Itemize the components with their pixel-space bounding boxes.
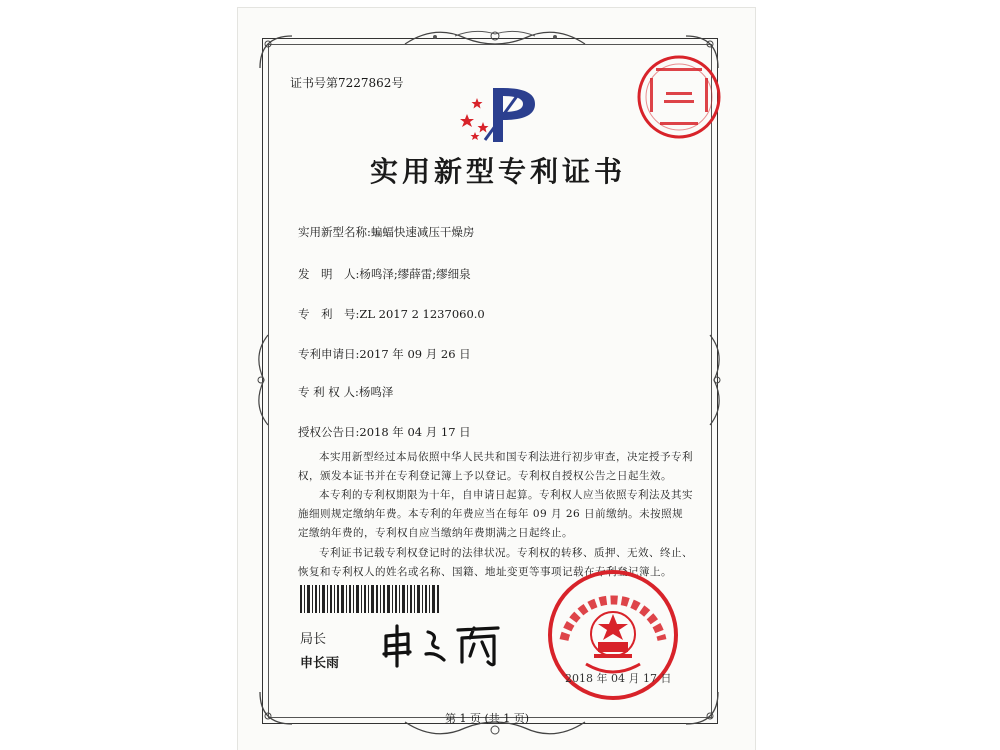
field-label: 专 利 号:	[298, 307, 360, 321]
signatory-name: 申长雨	[300, 656, 340, 671]
field-value: 2018 年 04 月 17 日	[359, 425, 471, 439]
field-label: 授权公告日:	[298, 425, 360, 439]
field-inventors	[298, 266, 471, 282]
corner-ornament-icon	[682, 688, 722, 728]
field-patent-number	[298, 306, 485, 322]
certificate-number: 证书号第7227862号	[290, 76, 404, 90]
top-ornament-icon	[395, 24, 595, 50]
field-label: 发 明 人:	[298, 267, 360, 281]
field-value: 杨鸣泽;缪薛雷;缪细泉	[359, 267, 471, 281]
right-ornament-icon	[706, 330, 728, 430]
signatory-title: 局长	[300, 632, 327, 647]
field-label: 专利申请日:	[298, 347, 360, 361]
patent-office-emblem-icon	[455, 84, 545, 146]
field-patentee	[298, 384, 393, 400]
field-value: 杨鸣泽	[358, 385, 394, 399]
field-grant-date	[298, 424, 471, 440]
field-value: 2017 年 09 月 26 日	[359, 347, 471, 361]
barcode-icon	[300, 585, 440, 613]
page-title: 实用新型专利证书	[370, 155, 627, 188]
field-label: 实用新型名称:	[298, 225, 371, 239]
seal-date: 2018 年 04 月 17 日	[565, 672, 672, 685]
body-paragraph: 本实用新型经过本局依照中华人民共和国专利法进行初步审查，决定授予专利权，颁发本证书并在专利登记簿上予以登记。专利权自授权公告之日起生效。	[298, 451, 693, 482]
corner-ornament-icon	[256, 32, 296, 72]
field-value: ZL 2017 2 1237060.0	[359, 307, 485, 321]
agency-seal-icon	[636, 54, 722, 140]
page-footer: 第 1 页 (共 1 页)	[445, 712, 530, 725]
field-utility-model-name	[298, 224, 474, 240]
body-paragraph: 本专利的专利权期限为十年，自申请日起算。专利权人应当依照专利法及其实施细则规定缴纳年费。本专利的年费应当在每年 09 月 26 日前缴纳。未按照规定缴纳年费的，专利权自应当缴纳年费期满之日起终止。	[298, 489, 693, 539]
field-value: 蝙蝠快速减压干燥房	[370, 225, 475, 239]
field-label: 专 利 权 人:	[298, 385, 359, 399]
left-ornament-icon	[250, 330, 272, 430]
signature-icon	[378, 622, 508, 670]
corner-ornament-icon	[256, 688, 296, 728]
body-paragraph: 专利证书记载专利权登记时的法律状况。专利权的转移、质押、无效、终止、恢复和专利权人的姓名或名称、国籍、地址变更等事项记载在专利登记簿上。	[298, 547, 693, 578]
field-application-date	[298, 346, 471, 362]
